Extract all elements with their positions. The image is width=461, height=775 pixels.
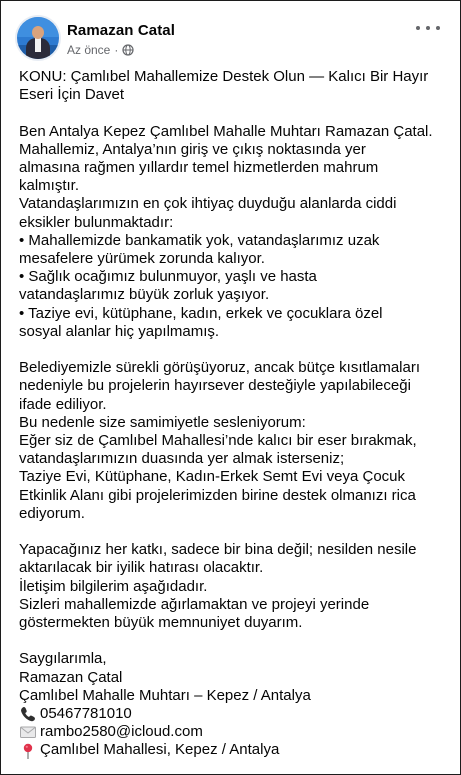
intro-line: kalmıştır. — [19, 177, 80, 195]
intro-line: eksikler bulunmaktadır: — [19, 213, 174, 231]
envelope-icon — [19, 723, 37, 741]
signature-closing: Saygılarımla, — [19, 650, 107, 668]
bullet-item: • Sağlık ocağımız bulunmuyor, yaşlı ve hasta — [19, 268, 317, 286]
bullet-item: • Taziye evi, kütüphane, kadın, erkek ve çocuklara özel — [19, 304, 383, 322]
subject-line: KONU: Çamlıbel Mahallemize Destek Olun — Kalıcı Bir Hayır — [19, 68, 429, 85]
bullet-item: • Mahallemizde bankamatik yok, vatandaşlarımız uzak — [19, 231, 380, 249]
intro-line: Ben Antalya Kepez Çamlıbel Mahalle Muhtarı Ramazan Çatal. — [19, 122, 433, 140]
subject-line: Eseri İçin Davet — [19, 86, 125, 104]
bullet-item-cont: vatandaşlarımız büyük zorluk yaşıyor. — [19, 286, 270, 304]
post-meta — [67, 43, 134, 57]
paragraph-line: Etkinlik Alanı gibi projelerimizden birine destek olmanızı rica — [19, 486, 416, 504]
bullet-item-cont: mesafelere yürümek zorunda kalıyor. — [19, 250, 265, 268]
intro-line: almasına rağmen yıllardır temel hizmetlerden mahrum — [19, 159, 379, 176]
signature-name: Ramazan Çatal — [19, 668, 123, 686]
paragraph-line: Belediyemizle sürekli görüşüyoruz, ancak bütçe kısıtlamaları — [19, 359, 421, 377]
paragraph-line: Eğer siz de Çamlıbel Mahallesi’nde kalıcı bir eser bırakmak, — [19, 432, 417, 450]
telephone-receiver-icon — [19, 705, 37, 723]
contact-email — [19, 723, 451, 741]
post-body — [19, 68, 451, 760]
more-dot-icon — [426, 26, 430, 30]
author-name[interactable]: Ramazan Catal — [67, 22, 176, 39]
paragraph-line: vatandaşlarımızın duasında yer almak isterseniz; — [19, 450, 345, 468]
paragraph-line: Yapacağınız her katkı, sadece bir bina değil; nesilden nesile — [19, 541, 417, 559]
intro-line: Vatandaşlarımızın en çok ihtiyaç duyduğu alanlarda ciddi — [19, 195, 397, 213]
post-timestamp[interactable]: Az önce — [67, 43, 111, 57]
paragraph-line: göstermekten büyük memnuniyet duyarım. — [19, 614, 303, 632]
paragraph-line: İletişim bilgilerim aşağıdadır. — [19, 577, 208, 595]
paragraph-line: nedeniyle bu projelerin hayırsever desteğiyle yapılabileceği — [19, 377, 411, 395]
paragraph-line: Taziye Evi, Kütüphane, Kadın-Erkek Semt Evi veya Çocuk — [19, 468, 406, 486]
phone-number[interactable]: 05467781010 — [40, 705, 132, 723]
paragraph-line: aktarılacak bir iyilik hatırası olacaktır. — [19, 559, 264, 577]
post-header — [1, 1, 460, 61]
intro-line: Mahallemiz, Antalya’nın giriş ve çıkış noktasında yer — [19, 140, 366, 158]
contact-phone — [19, 705, 451, 723]
globe-icon[interactable] — [122, 44, 134, 56]
paragraph-line: Bu nedenle size samimiyetle sesleniyorum: — [19, 413, 306, 431]
more-dot-icon — [436, 26, 440, 30]
paragraph-line: ediyorum. — [19, 504, 85, 522]
paragraph-line: Sizleri mahallemizde ağırlamaktan ve projeyi yerinde — [19, 595, 370, 613]
avatar[interactable] — [17, 17, 59, 59]
signature-title: Çamlıbel Mahalle Muhtarı – Kepez / Antalya — [19, 686, 311, 704]
map-pin-icon — [19, 742, 37, 760]
address-text: Çamlıbel Mahallesi, Kepez / Antalya — [40, 741, 280, 759]
contact-address — [19, 741, 451, 759]
meta-separator: · — [114, 43, 119, 57]
bullet-item-cont: sosyal alanlar hiç yapılmamış. — [19, 322, 220, 340]
email-address[interactable]: rambo2580@icloud.com — [40, 723, 203, 741]
more-options-button[interactable] — [416, 19, 440, 37]
paragraph-line: ifade ediliyor. — [19, 395, 107, 413]
more-dot-icon — [416, 26, 420, 30]
